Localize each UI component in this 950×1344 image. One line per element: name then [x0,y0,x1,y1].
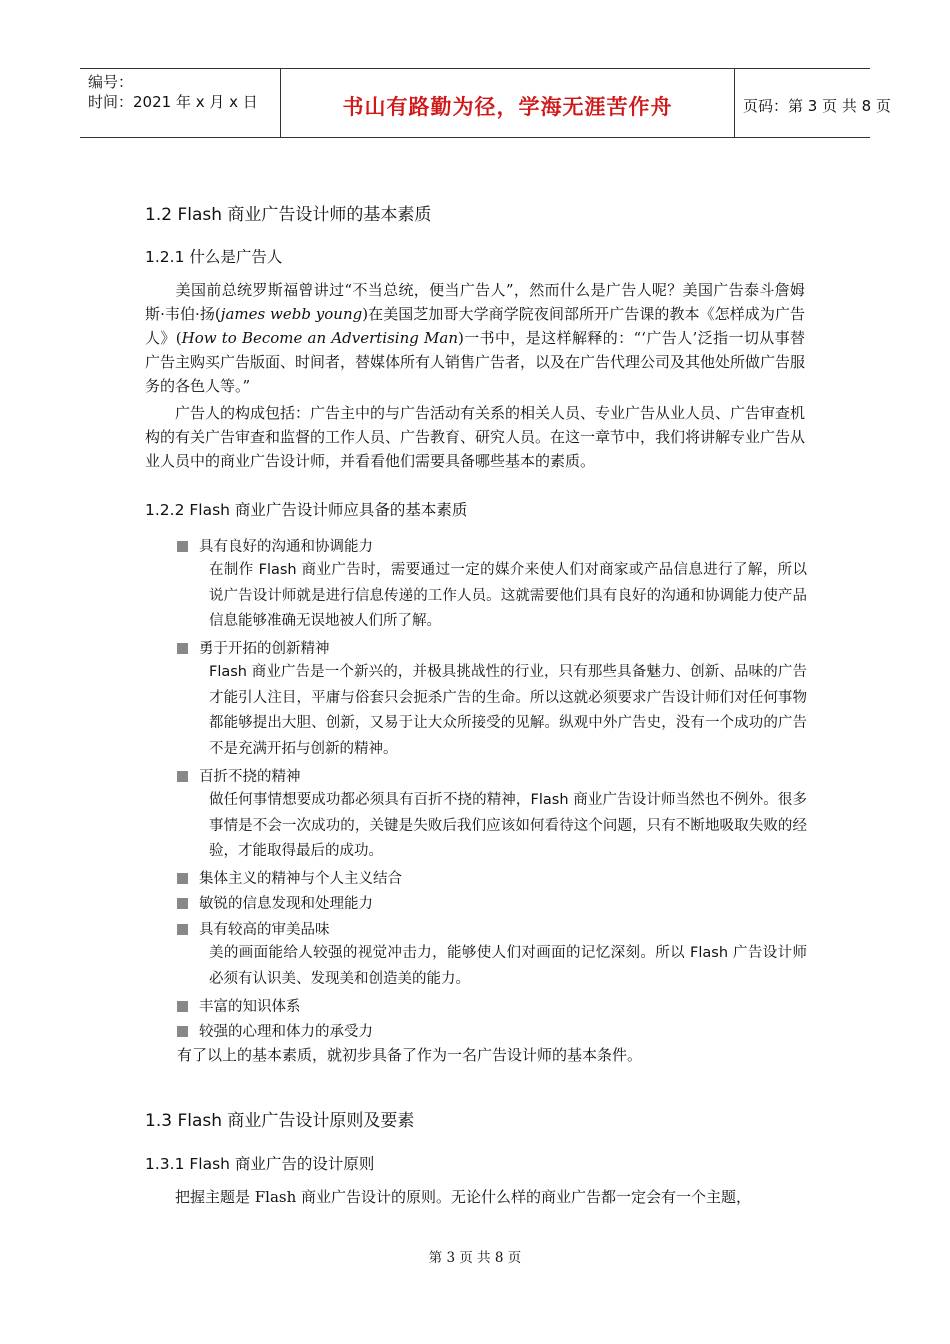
paragraph-text: )一书中，是这样解释的：“‘广告人’泛指一切从事替广告主购买广告版面、时间者，替媒体所有人销售广告者，以及在广告代理公司及其他处所做广告服务的各色人等。” [145,329,806,395]
author-name-english: james webb young [220,305,363,323]
header-page-number: 页码：第 3 页 共 8 页 [743,97,891,115]
section-1-2-1-heading: 1.2.1 什么是广告人 [145,248,283,266]
document-time-label: 时间：2021 年 x 月 x 日 [88,93,258,111]
square-bullet-icon [177,898,188,909]
header-motto: 书山有路勤为径，学海无涯苦作舟 [342,95,673,119]
square-bullet-icon [177,541,188,552]
paragraph-advertiser-definition [145,278,805,398]
header-meta-cell [80,69,280,137]
bullet-item [177,995,301,1016]
bullet-item [177,637,330,658]
square-bullet-icon [177,1001,188,1012]
bullet-description: 做任何事情想要成功都必须具有百折不挠的精神，Flash 商业广告设计师当然也不例外。很多事情是不会一次成功的，关键是失败后我们应该如何看待这个问题，只有不断地吸取失败的经验，才能取得最后的成功。 [209,792,807,859]
bullet-item [177,867,402,888]
section-1-3-heading: 1.3 Flash 商业广告设计原则及要素 [145,1111,415,1131]
bullet-description: Flash 商业广告是一个新兴的，并极具挑战性的行业，只有那些具备魅力、创新、品味的广告才能引人注目，平庸与俗套只会扼杀广告的生命。所以这就必须要求广告设计师们对任何事物都能够提出大胆、创新，又易于让大众所接受的见解。纵观中外广告史，没有一个成功的广告不是充满开拓与创新的精神。 [209,664,807,757]
paragraph-text: 美国前总统罗斯福曾讲过“不当总统，便当广告人”，然而什么是广告人呢？美国广告泰斗詹姆斯·韦伯·扬( [145,281,805,323]
paragraph-advertiser-composition: 广告人的构成包括：广告主中的与广告活动有关系的相关人员、专业广告从业人员、广告审查机构的有关广告审查和监督的工作人员、广告教育、研究人员。在这一章节中，我们将讲解专业广告从业人员中的商业广告设计师，并看看他们需要具备哪些基本的素质。 [145,404,806,470]
bullet-label: 丰富的知识体系 [199,999,301,1015]
square-bullet-icon [177,873,188,884]
square-bullet-icon [177,1026,188,1037]
bullet-item [177,765,301,786]
document-number-label: 编号： [88,73,134,91]
header-motto-cell [280,69,735,137]
bullet-label: 勇于开拓的创新精神 [199,641,330,657]
bullet-label: 集体主义的精神与个人主义结合 [199,871,402,887]
square-bullet-icon [177,643,188,654]
square-bullet-icon [177,771,188,782]
paragraph-design-principle: 把握主题是 Flash 商业广告设计的原则。无论什么样的商业广告都一定会有一个主题， [145,1188,752,1206]
section-1-3-1-heading: 1.3.1 Flash 商业广告的设计原则 [145,1155,375,1173]
bullet-item [177,892,373,913]
bullet-description: 在制作 Flash 商业广告时，需要通过一定的媒介来使人们对商家或产品信息进行了解，所以说广告设计师就是进行信息传递的工作人员。这就需要他们具有良好的沟通和协调能力使产品信息能够准确无误地被人们所了解。 [209,562,807,629]
header-page-cell [733,69,891,137]
bullet-label: 具有良好的沟通和协调能力 [199,539,373,555]
bullet-description: 美的画面能给人较强的视觉冲击力，能够使人们对画面的记忆深刻。所以 Flash 广告设计师必须有认识美、发现美和创造美的能力。 [209,945,807,987]
bullet-item [177,918,330,939]
page-header [80,68,891,138]
bullet-item [177,1020,373,1041]
square-bullet-icon [177,924,188,935]
bullet-label: 百折不挠的精神 [199,769,301,785]
closing-sentence: 有了以上的基本素质，就初步具备了作为一名广告设计师的基本条件。 [177,1046,643,1064]
section-1-2-2-heading: 1.2.2 Flash 商业广告设计师应具备的基本素质 [145,501,468,519]
bullet-label: 具有较高的审美品味 [199,922,330,938]
bullet-item [177,535,373,556]
page-footer: 第 3 页 共 8 页 [428,1250,522,1266]
paragraph-text: )在美国芝加哥大学商学院夜间部所开广告课的教本《怎样成为广告人》( [145,305,806,347]
bullet-label: 较强的心理和体力的承受力 [199,1024,373,1040]
section-1-2-heading: 1.2 Flash 商业广告设计师的基本素质 [145,205,432,225]
book-title-english: How to Become an Advertising Man [181,329,458,347]
bullet-label: 敏锐的信息发现和处理能力 [199,896,373,912]
